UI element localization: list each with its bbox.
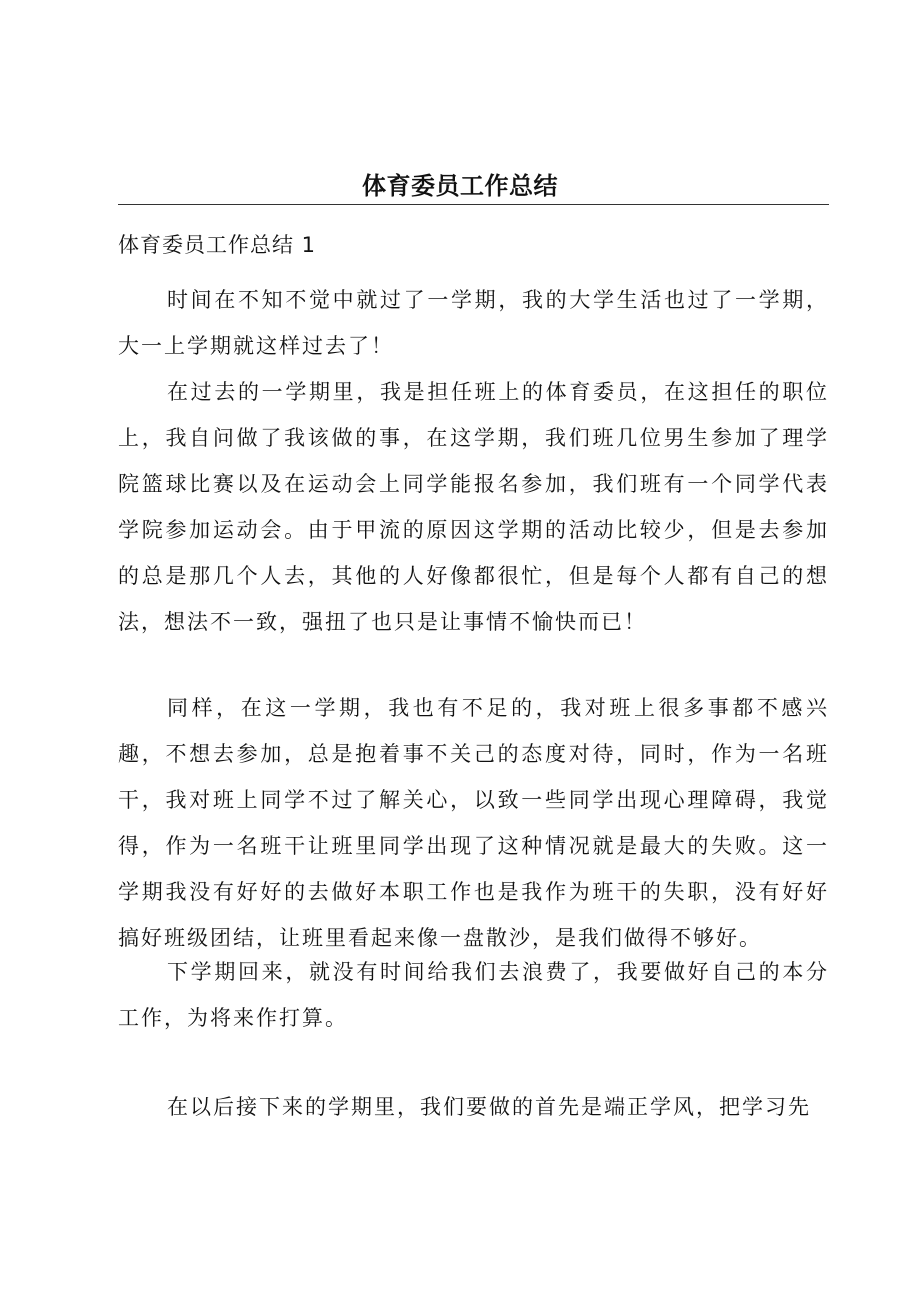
paragraph-3: 同样，在这一学期，我也有不足的，我对班上很多事都不感兴趣，不想去参加，总是抱着事不关己的态度对待，同时，作为一名班干，我对班上同学不过了解关心，以致一些同学出现心理障碍，我觉得，作为一名班干让班里同学出现了这种情况就是最大的失败。这一学期我没有好好的去做好本职工作也是我作为班干的失职，没有好好搞好班级团结，让班里看起来像一盘散沙，是我们做得不够好。 bbox=[118, 696, 829, 950]
paragraph-2: 在过去的一学期里，我是担任班上的体育委员，在这担任的职位上，我自问做了我该做的事，在这学期，我们班几位男生参加了理学院篮球比赛以及在运动会上同学能报名参加，我们班有一个同学代表学院参加运动会。由于甲流的原因这学期的活动比较少，但是去参加的总是那几个人去，其他的人好像都很忙，但是每个人都有自己的想法，想法不一致，强扭了也只是让事情不愉快而已！ bbox=[118, 380, 829, 634]
title-divider bbox=[118, 204, 829, 205]
paragraph-5: 在以后接下来的学期里，我们要做的首先是端正学风，把学习先 bbox=[167, 1095, 811, 1119]
paragraph-1: 时间在不知不觉中就过了一学期，我的大学生活也过了一学期，大一上学期就这样过去了！ bbox=[118, 288, 829, 358]
document-title: 体育委员工作总结 bbox=[362, 172, 558, 200]
section-heading: 体育委员工作总结 1 bbox=[118, 233, 317, 257]
paragraph-4: 下学期回来，就没有时间给我们去浪费了，我要做好自己的本分工作，为将来作打算。 bbox=[118, 960, 829, 1030]
